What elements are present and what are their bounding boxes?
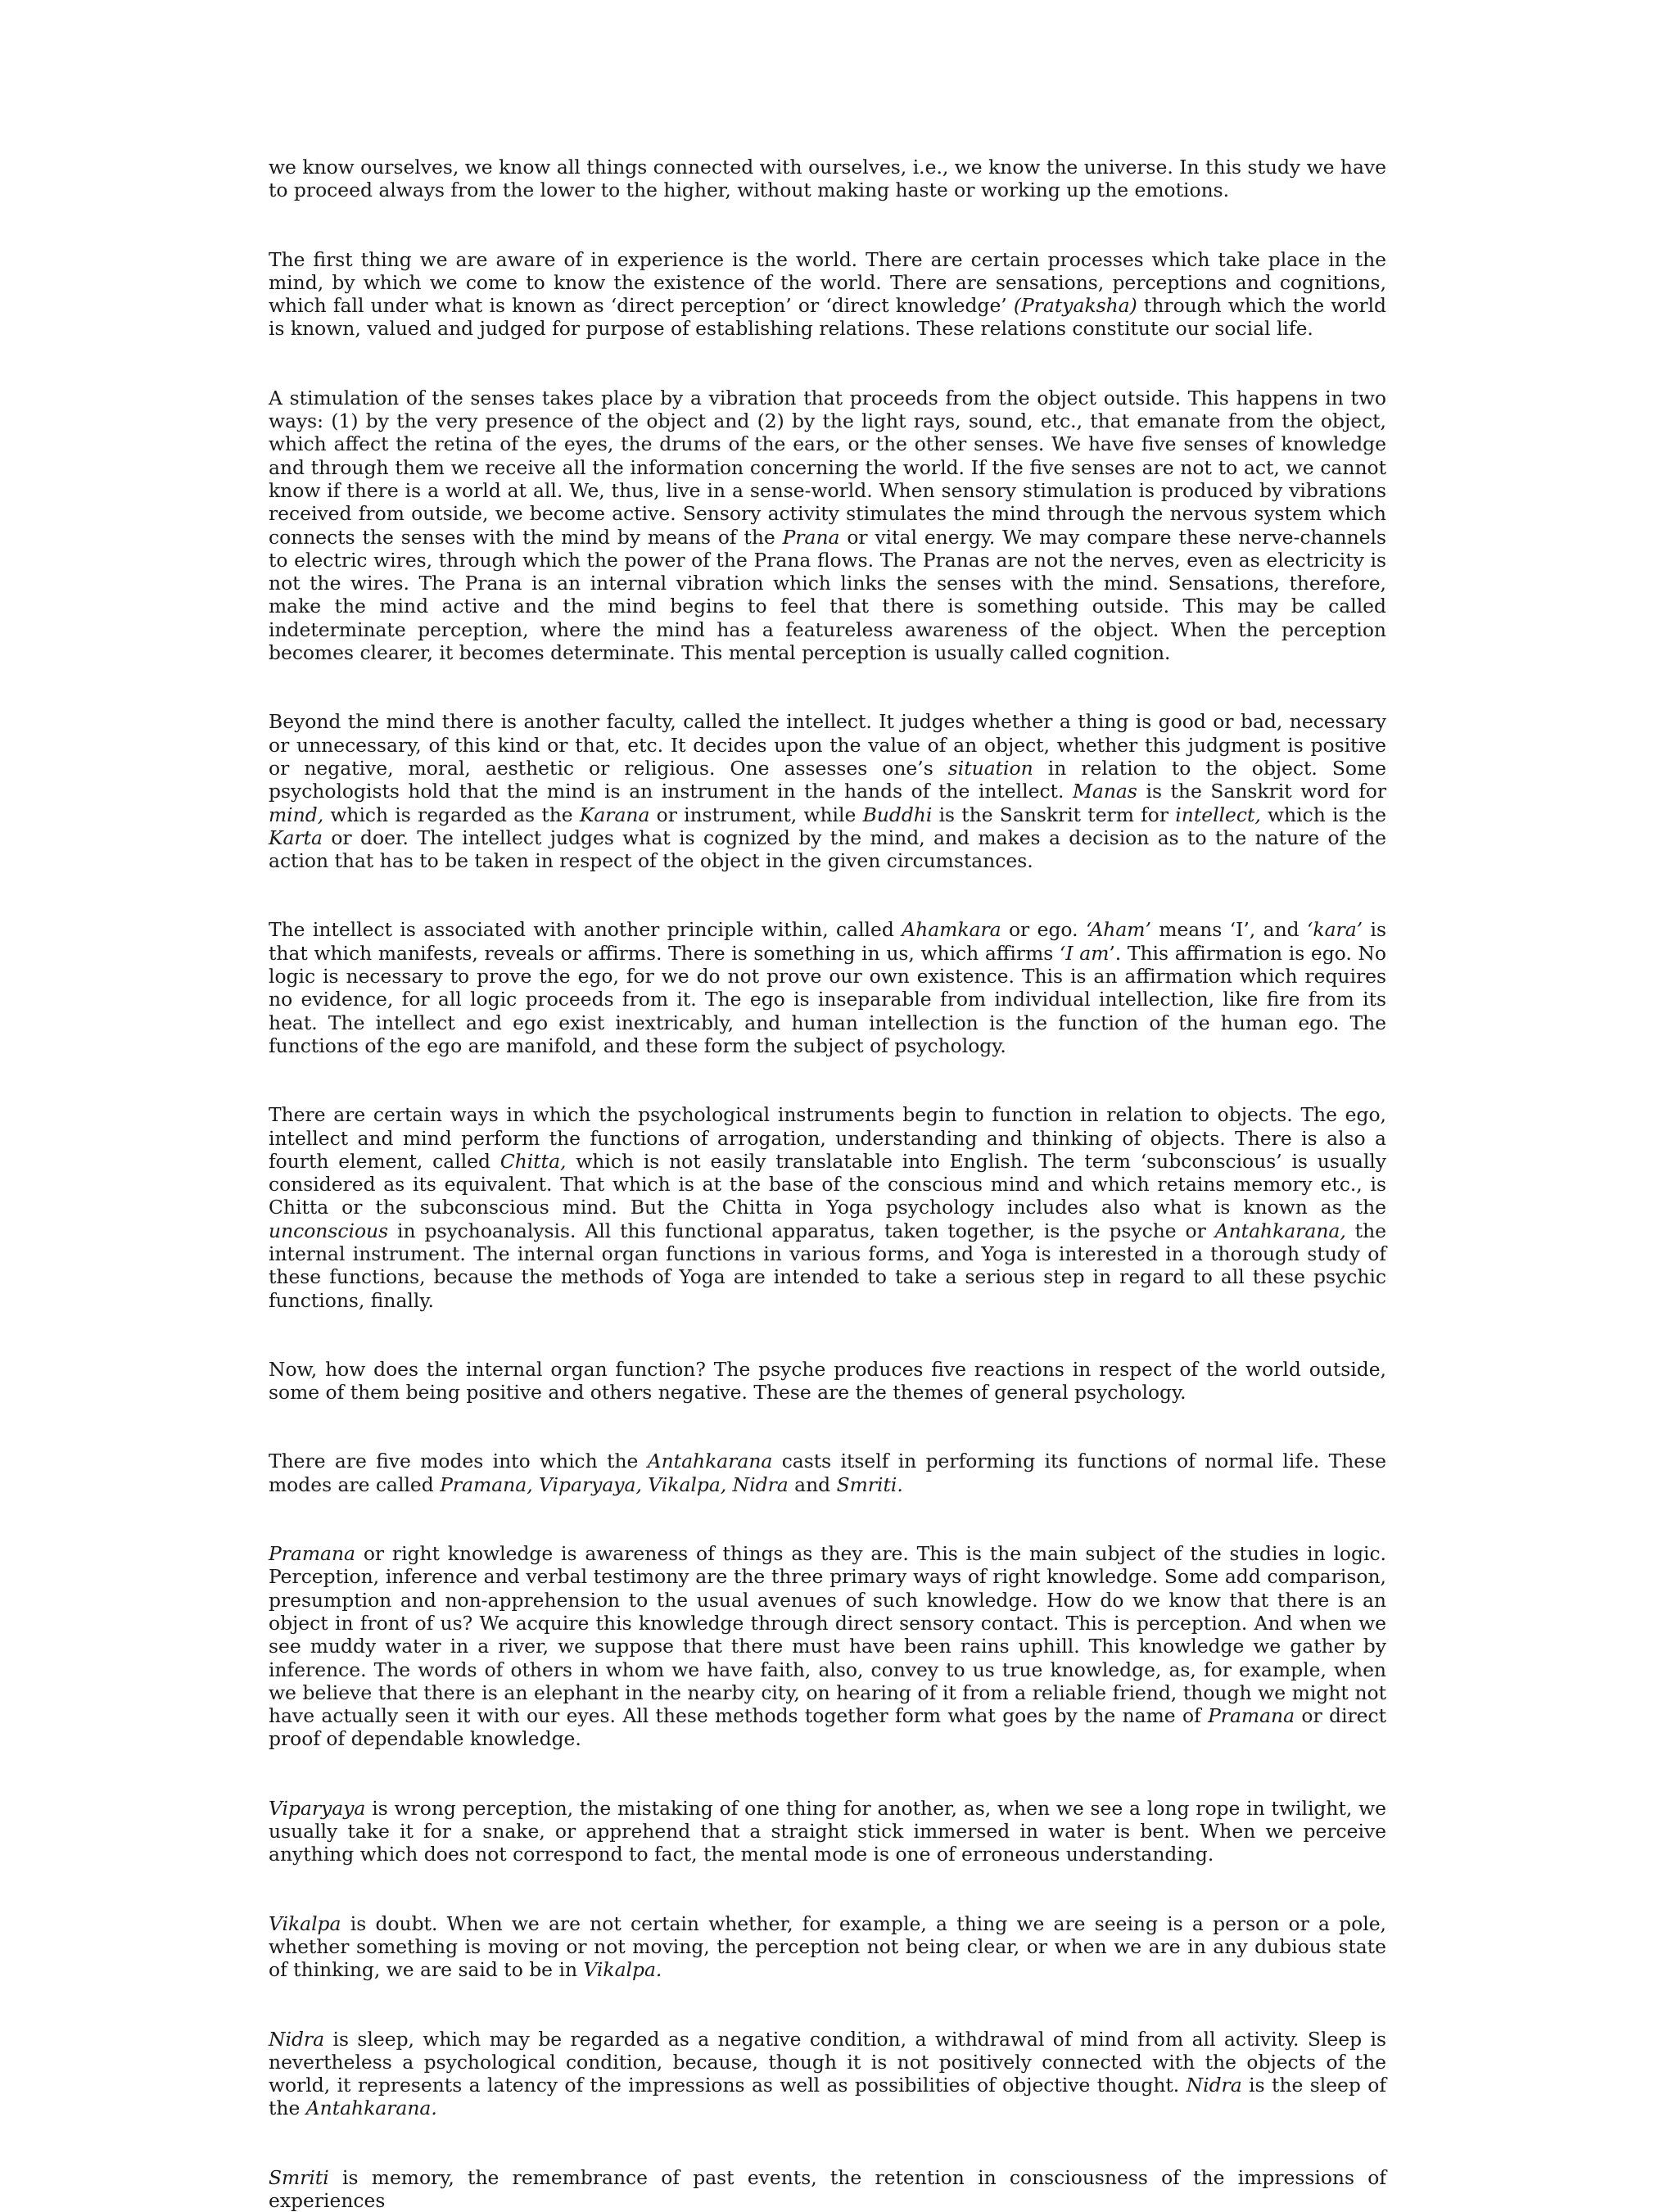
text-run: the internal instrument. The internal organ functions in various forms, and Yoga is interested in a thorough study of these functions, because the methods of Yoga are intended to take a serious step in regard to all these psychic functions, finally. (269, 1219, 1386, 1312)
italic-term: situation (947, 756, 1033, 780)
body-paragraph (269, 1358, 1386, 1405)
italic-term: Nidra (1186, 2074, 1242, 2097)
italic-term: Pramana (1208, 1704, 1295, 1728)
text-run: in psychoanalysis. All this functional apparatus, taken together, is the psyche or (388, 1219, 1215, 1242)
text-run: which is the (1260, 803, 1387, 826)
italic-term: Pramana (269, 1542, 356, 1566)
italic-term: Karta (269, 826, 323, 849)
italic-term: Nidra (269, 2027, 325, 2051)
italic-term: Buddhi (862, 803, 933, 826)
italic-term: Vikalpa. (583, 1958, 662, 1982)
text-run: which is not easily translatable into English. The term ‘subconscious’ is usually considered as its equivalent. That which is at the base of the conscious mind and which retains memory etc., is Chitta or the subconscious mind. But the Chitta in Yoga psychology includes also what is known as the (269, 1149, 1387, 1219)
text-run: and (788, 1472, 837, 1496)
italic-term: Antahkarana, (1214, 1219, 1346, 1242)
body-paragraph (269, 710, 1386, 872)
text-run: is the Sanskrit term for (932, 803, 1176, 826)
text-run: is doubt. When we are not certain whether, for example, a thing we are seeing is a person or a pole, whether something is moving or not moving, the perception not being clear, or when we are in any dubious state of thinking, we are said to be in (269, 1911, 1386, 1982)
italic-term: Smriti. (836, 1472, 903, 1496)
italic-term: intellect, (1175, 803, 1261, 826)
text-run: through which the world is known, valued and judged for purpose of establishing relations. These relations constitute our social life. (269, 294, 1386, 341)
text-run: means ‘I’, and (1150, 918, 1307, 942)
body-paragraph (269, 918, 1386, 1057)
italic-term: Chitta, (499, 1149, 567, 1173)
text-run: in relation to the object. Some psychologists hold that the mind is an instrument in the hands of the intellect. (269, 756, 1386, 803)
italic-term: Prana (782, 525, 840, 549)
body-paragraph (269, 387, 1386, 665)
text-run: There are five modes into which the (269, 1450, 648, 1473)
body-paragraph (269, 2028, 1386, 2120)
text-run: Now, how does the internal organ function? The psyche produces five reactions in respect of the world outside, some of them being positive and others negative. These are the themes of general psychology. (269, 1357, 1386, 1405)
italic-term: Vikalpa (269, 1911, 341, 1935)
text-run: is that which manifests, reveals or affirms. There is something in us, which affirms (269, 918, 1386, 965)
document-page (269, 156, 1386, 2212)
text-run: or vital energy. We may compare these nerve-channels to electric wires, through which the power of the Prana flows. The Pranas are not the nerves, even as electricity is not the wires. The Prana is an internal vibration which links the senses with the mind. Sensations, therefore, make the mind active and the mind begins to feel that there is something outside. This may be called indeterminate perception, where the mind has a featureless awareness of the object. When the perception becomes clearer, it becomes determinate. This mental perception is usually called cognition. (269, 525, 1386, 665)
text-run: The intellect is associated with another principle within, called (269, 918, 902, 942)
text-run: Beyond the mind there is another faculty, called the intellect. It judges whether a thing is good or bad, necessary or unnecessary, of this kind or that, etc. It decides upon the value of an object, whether this judgment is positive or negative, moral, aesthetic or religious. One assesses one’s (269, 710, 1386, 780)
italic-term: Karana (579, 803, 650, 826)
body-paragraph (269, 248, 1386, 341)
body-paragraph (269, 1103, 1386, 1312)
italic-term: Antahkarana. (305, 2097, 437, 2120)
text-run: which is regarded as the (323, 803, 580, 826)
text-run: ’. This affirmation is ego. No logic is necessary to prove the ego, for we do not prove our own existence. This is an affirmation which requires no evidence, for all logic proceeds from it. The ego is inseparable from individual intellection, like fire from its heat. The intellect and ego exist inextricably, and human intellection is the function of the human ego. The functions of the ego are manifold, and these form the subject of psychology. (269, 941, 1386, 1057)
italic-term: mind, (269, 803, 324, 826)
italic-term: Antahkarana (647, 1450, 773, 1473)
text-run: or right knowledge is awareness of things as they are. This is the main subject of the studies in logic. Perception, inference and verbal testimony are the three primary ways of right knowledge. Some add comparison, presumption and non-apprehension to the usual avenues of such knowledge. How do we know that there is an object in front of us? We acquire this knowledge through direct sensory contact. This is perception. And when we see muddy water in a river, we suppose that there must have been rains uphill. This knowledge we gather by inference. The words of others in whom we have faith, also, convey to us true knowledge, as, for example, when we believe that there is an elephant in the nearby city, on hearing of it from a reliable friend, though we might not have actually seen it with our eyes. All these methods together form what goes by the name of (269, 1542, 1386, 1728)
text-run: There are certain ways in which the psychological instruments begin to function in relation to objects. The ego, intellect and mind perform the functions of arrogation, understanding and thinking of objects. There is also a fourth element, called (269, 1103, 1386, 1173)
italic-term: (Pratyaksha) (1013, 294, 1137, 318)
text-run: The first thing we are aware of in experience is the world. There are certain processes which take place in the mind, by which we come to know the existence of the world. There are sensations, perceptions and cognitions, which fall under what is known as ‘direct perception’ or ‘direct knowledge’ (269, 247, 1386, 318)
body-paragraph (269, 1797, 1386, 1866)
text-run: is sleep, which may be regarded as a negative condition, a withdrawal of mind from all activity. Sleep is nevertheless a psychological condition, because, though it is not positively connected with the objects of the world, it represents a latency of the impressions as well as possibilities of objective thought. (269, 2027, 1386, 2097)
text-run: or instrument, while (649, 803, 863, 826)
italic-term: unconscious (269, 1219, 389, 1242)
italic-term: ‘I am (1059, 941, 1110, 965)
text-run: A stimulation of the senses takes place by a vibration that proceeds from the object outside. This happens in two ways: (1) by the very presence of the object and (2) by the light rays, sound, etc., that emanate from the object, which affect the retina of the eyes, the drums of the ears, or the other senses. We have five senses of knowledge and through them we receive all the information concerning the world. If the five senses are not to act, we cannot know if there is a world at all. We, thus, live in a sense-world. When sensory stimulation is produced by vibrations received from outside, we become active. Sensory activity stimulates the mind through the nervous system which connects the senses with the mind by means of the (269, 386, 1386, 549)
text-run: or doer. The intellect judges what is cognized by the mind, and makes a decision as to the nature of the action that has to be taken in respect of the object in the given circumstances. (269, 826, 1386, 873)
text-run: casts itself in performing its functions of normal life. These modes are called (269, 1450, 1386, 1496)
italic-term: Manas (1072, 780, 1137, 803)
body-paragraph (269, 2166, 1386, 2212)
text-run: is wrong perception, the mistaking of one thing for another, as, when we see a long rope in twilight, we usually take it for a snake, or apprehend that a straight stick immersed in water is bent. When we perceive anything which does not correspond to fact, the mental mode is one of erroneous understanding. (269, 1796, 1386, 1866)
text-run: or ego. (1001, 918, 1086, 942)
italic-term: Pramana, Viparyaya, Vikalpa, Nidra (440, 1472, 789, 1496)
text-run: is the Sanskrit word for (1137, 780, 1387, 803)
italic-term: ‘kara’ (1307, 918, 1363, 942)
italic-term: Ahamkara (902, 918, 1001, 942)
body-paragraph (269, 1542, 1386, 1751)
text-run: is the sleep of the (269, 2074, 1386, 2120)
text-run: or direct proof of dependable knowledge. (269, 1704, 1386, 1751)
italic-term: Viparyaya (269, 1796, 366, 1820)
text-run: is memory, the remembrance of past events, the retention in consciousness of the impressions of experiences (269, 2165, 1386, 2212)
italic-term: Smriti (269, 2165, 329, 2189)
text-run: we know ourselves, we know all things connected with ourselves, i.e., we know the universe. In this study we have to proceed always from the lower to the higher, without making haste or working up the emotions. (269, 156, 1386, 202)
body-paragraph (269, 1450, 1386, 1496)
italic-term: ‘Aham’ (1085, 918, 1151, 942)
body-paragraph (269, 1912, 1386, 1982)
body-paragraph (269, 156, 1386, 202)
